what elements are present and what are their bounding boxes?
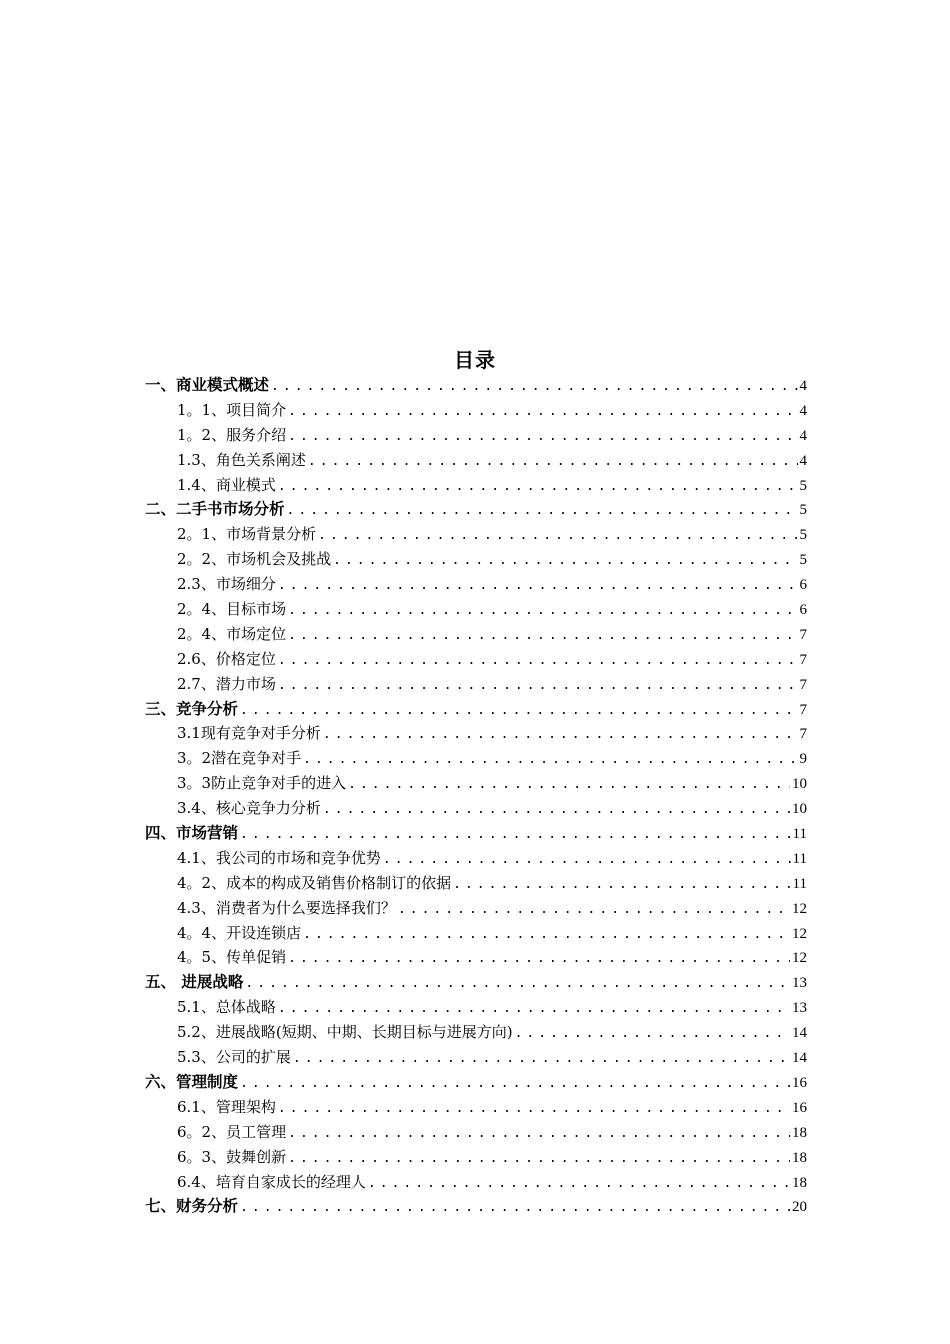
toc-entry-label: 3。2潜在竞争对手 (177, 749, 302, 768)
toc-dot-leader (240, 823, 791, 848)
toc-page-number: 20 (792, 1199, 807, 1216)
toc-entry-label: 2.3、市场细分 (177, 575, 276, 594)
toc-subsection-entry[interactable] (145, 473, 807, 498)
toc-page-number: 18 (792, 1124, 807, 1141)
toc-dot-leader (288, 1147, 790, 1172)
toc-dot-leader (288, 400, 797, 425)
toc-entry-label: 6.4、培育自家成长的经理人 (177, 1172, 366, 1191)
toc-entry-label: 四、市场营销 (145, 824, 239, 843)
toc-dot-leader (278, 574, 798, 599)
toc-subsection-entry[interactable] (145, 672, 807, 697)
toc-page-number: 5 (799, 527, 807, 544)
toc-entry-label: 3。3防止竞争对手的进入 (177, 774, 347, 793)
toc-section-entry[interactable] (145, 497, 807, 522)
toc-page-number: 12 (792, 950, 807, 967)
toc-subsection-entry[interactable] (145, 622, 807, 647)
toc-dot-leader (288, 624, 797, 649)
toc-page-number: 4 (799, 452, 807, 469)
toc-page-number: 4 (799, 378, 807, 394)
toc-subsection-entry[interactable] (145, 945, 807, 970)
toc-page-number: 7 (799, 626, 807, 643)
toc-entry-label: 1.3、角色关系阐述 (177, 450, 306, 469)
toc-dot-leader (368, 1172, 790, 1197)
toc-dot-leader (278, 475, 798, 500)
toc-dot-leader (308, 450, 798, 475)
toc-subsection-entry[interactable] (145, 547, 807, 572)
toc-dot-leader (333, 549, 797, 574)
toc-subsection-entry[interactable] (145, 647, 807, 672)
toc-entry-label: 4。2、成本的构成及销售价格制订的依据 (177, 873, 452, 892)
toc-dot-leader (323, 723, 798, 748)
toc-entry-label: 一、商业模式概述 (145, 376, 270, 394)
toc-entry-label: 3.4、核心竞争力分析 (177, 799, 321, 818)
toc-page-number: 7 (799, 651, 807, 668)
toc-dot-leader (348, 773, 790, 798)
toc-page-number: 6 (799, 577, 807, 594)
toc-dot-leader (278, 649, 798, 674)
toc-entry-label: 2.7、潜力市场 (177, 674, 276, 693)
toc-dot-leader (453, 873, 790, 898)
toc-entry-label: 二、二手书市场分析 (145, 500, 285, 519)
toc-entry-label: 六、管理制度 (145, 1072, 239, 1091)
page-title: 目录 (454, 348, 496, 372)
toc-dot-leader (240, 1196, 790, 1221)
toc-page-number: 6 (799, 602, 807, 619)
toc-subsection-entry[interactable] (145, 721, 807, 746)
toc-page-number: 11 (792, 850, 807, 867)
toc-subsection-entry[interactable] (145, 896, 807, 921)
toc-dot-leader (240, 699, 797, 724)
toc-subsection-entry[interactable] (145, 846, 807, 871)
toc-entry-label: 1。1、项目简介 (177, 400, 287, 419)
toc-entry-label: 2。4、市场定位 (177, 624, 287, 643)
toc-page-number: 5 (799, 552, 807, 569)
toc-entry-label: 2。4、目标市场 (177, 600, 287, 619)
toc-entry-label: 1.4、商业模式 (177, 475, 276, 494)
toc-subsection-entry[interactable] (145, 1045, 807, 1070)
toc-page-number: 18 (792, 1149, 807, 1166)
toc-entry-label: 4。5、传单促销 (177, 948, 287, 967)
toc-page-number: 13 (792, 1000, 807, 1017)
toc-page-number: 11 (792, 826, 807, 843)
toc-section-entry[interactable] (145, 373, 807, 398)
toc-page-number: 11 (792, 875, 807, 892)
toc-dot-leader (278, 674, 798, 699)
toc-dot-leader (323, 798, 790, 823)
toc-entry-label: 6.1、管理架构 (177, 1097, 276, 1116)
toc-subsection-entry[interactable] (145, 398, 807, 423)
toc-page-number: 7 (799, 726, 807, 743)
toc-page-number: 4 (799, 402, 807, 419)
toc-subsection-entry[interactable] (145, 597, 807, 622)
toc-subsection-entry[interactable] (145, 1120, 807, 1145)
toc-dot-leader (288, 425, 797, 450)
toc-entry-label: 4。4、开设连锁店 (177, 923, 302, 942)
toc-subsection-entry[interactable] (145, 771, 807, 796)
toc-subsection-entry[interactable] (145, 1145, 807, 1170)
toc-page-number: 5 (799, 477, 807, 494)
toc-dot-leader (278, 997, 790, 1022)
toc-subsection-entry[interactable] (145, 1170, 807, 1195)
toc-section-entry[interactable] (145, 697, 807, 722)
toc-dot-leader (245, 972, 790, 997)
toc-dot-leader (303, 923, 790, 948)
toc-page-number: 4 (799, 427, 807, 444)
toc-dot-leader (278, 1097, 790, 1122)
toc-entry-label: 5.3、公司的扩展 (177, 1048, 291, 1067)
toc-page-number: 12 (792, 925, 807, 942)
toc-dot-leader (287, 499, 798, 524)
toc-entry-label: 2。2、市场机会及挑战 (177, 550, 332, 569)
toc-dot-leader (288, 947, 790, 972)
toc-page-number: 7 (799, 701, 807, 718)
toc-entry-label: 五、 进展战略 (145, 973, 244, 992)
toc-dot-leader (293, 1047, 790, 1072)
toc-entry-label: 4.3、消费者为什么要选择我们？ (177, 898, 396, 917)
toc-subsection-entry[interactable] (145, 1020, 807, 1045)
toc-subsection-entry[interactable] (145, 871, 807, 896)
toc-entry-label: 1。2、服务介绍 (177, 425, 287, 444)
toc-entry-label: 2。1、市场背景分析 (177, 525, 317, 544)
toc-section-entry[interactable] (145, 1070, 807, 1095)
toc-page-number: 10 (792, 776, 807, 793)
toc-page-number: 18 (792, 1174, 807, 1191)
toc-page-number: 7 (799, 676, 807, 693)
toc-page-number: 14 (792, 1025, 807, 1042)
toc-entry-label: 2.6、价格定位 (177, 649, 276, 668)
toc-dot-leader (288, 1122, 790, 1147)
toc-section-entry[interactable] (145, 821, 807, 846)
toc-subsection-entry[interactable] (145, 995, 807, 1020)
toc-entry-label: 5.1、总体战略 (177, 998, 276, 1017)
toc-entry-label: 5.2、进展战略(短期、中期、长期目标与进展方向) (177, 1023, 513, 1042)
toc-subsection-entry[interactable] (145, 522, 807, 547)
toc-subsection-entry[interactable] (145, 1095, 807, 1120)
toc-subsection-entry[interactable] (145, 921, 807, 946)
toc-page-number: 13 (792, 975, 807, 992)
toc-subsection-entry[interactable] (145, 423, 807, 448)
toc-dot-leader (240, 1072, 790, 1097)
toc-subsection-entry[interactable] (145, 746, 807, 771)
toc-section-entry[interactable] (145, 970, 807, 995)
toc-subsection-entry[interactable] (145, 448, 807, 473)
toc-entry-label: 七、财务分析 (145, 1197, 239, 1216)
toc-page-number: 16 (792, 1074, 807, 1091)
toc-dot-leader (303, 748, 797, 773)
toc-dot-leader (318, 524, 797, 549)
toc-entry-label: 3.1现有竞争对手分析 (177, 724, 321, 743)
toc-entry-label: 三、竞争分析 (145, 699, 239, 718)
toc-page-number: 10 (792, 801, 807, 818)
toc-dot-leader (288, 599, 797, 624)
toc-page-number: 16 (792, 1099, 807, 1116)
toc-subsection-entry[interactable] (145, 572, 807, 597)
toc-dot-leader (271, 375, 797, 400)
toc-page-number: 5 (799, 502, 807, 519)
toc-subsection-entry[interactable] (145, 796, 807, 821)
toc-section-entry[interactable] (145, 1194, 807, 1219)
toc-entry-label: 4.1、我公司的市场和竞争优势 (177, 848, 381, 867)
toc-entry-label: 6。3、鼓舞创新 (177, 1147, 287, 1166)
toc-page-number: 12 (792, 900, 807, 917)
toc-dot-leader (383, 848, 791, 873)
table-of-contents (145, 373, 807, 1219)
toc-dot-leader (398, 898, 790, 923)
toc-page-number: 14 (792, 1050, 807, 1067)
toc-dot-leader (515, 1022, 790, 1047)
toc-entry-label: 6。2、员工管理 (177, 1122, 287, 1141)
toc-page-number: 9 (799, 751, 807, 768)
